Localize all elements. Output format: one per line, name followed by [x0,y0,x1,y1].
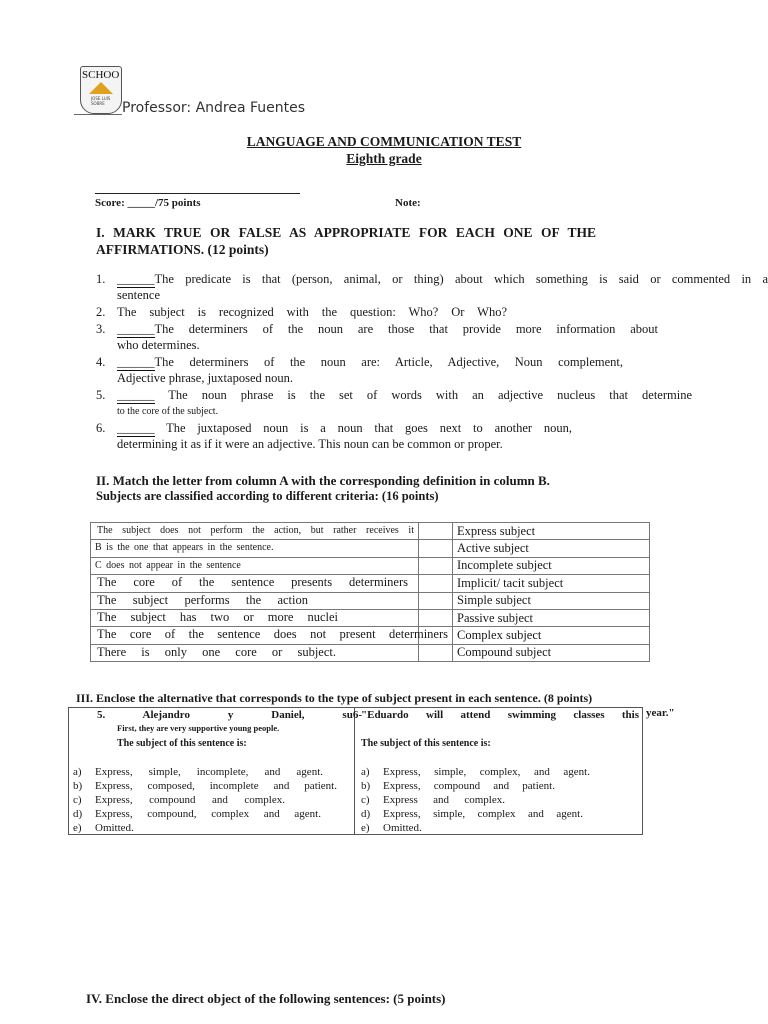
item-text: The subject is recognized with the question: Who? Or Who? [117,305,507,319]
option-item[interactable] [361,793,631,807]
answer-cell[interactable] [419,592,453,609]
option-letter: d) [73,808,83,820]
option-item[interactable] [73,779,343,793]
option-item[interactable] [361,821,631,835]
item-text-cont: Adjective phrase, juxtaposed noun. [117,371,293,385]
question-1-options [73,765,343,835]
section-2-subheading: Subjects are classified according to different criteria: (16 points) [96,489,439,503]
answer-cell[interactable] [419,523,453,540]
table-row [91,575,650,592]
item-text-cont: determining it as if it were an adjective. This noun can be common or proper. [117,437,503,451]
column-a-cell: There is only one core or subject. [97,644,336,659]
section-1-heading: I. MARK TRUE OR FALSE AS APPROPRIATE FOR EACH ONE OF THE AFFIRMATIONS. (12 points) [96,225,596,257]
column-b-cell: Incomplete subject [453,557,650,574]
section-2-heading: II. Match the letter from column A with the corresponding definition in column B. [96,473,550,488]
option-text: Express, compound, complex and agent. [95,808,321,820]
item-number: 1. [96,272,106,286]
name-line [95,193,300,194]
answer-cell[interactable] [419,557,453,574]
answer-cell[interactable] [419,609,453,626]
option-item[interactable] [361,779,631,793]
table-row [91,644,650,661]
list-item [96,322,768,353]
column-b-cell: Complex subject [453,627,650,644]
table-row [69,708,643,835]
true-false-list [96,272,768,454]
professor-name: Professor: Andrea Fuentes [122,100,306,116]
question-2-options [361,765,631,835]
option-text: Omitted. [95,822,134,834]
test-subtitle: Eighth grade [346,151,422,166]
column-a-cell: C does not appear in the sentence [95,559,241,571]
item-number: 4. [96,355,106,369]
note-field: Note: [395,197,421,209]
column-b-cell: Passive subject [453,609,650,626]
logo-small-text: JOSE LUIS SOBRE [91,96,111,106]
answer-blank[interactable]: ______ [117,322,155,336]
question-1-cell [69,708,362,835]
option-letter: c) [361,794,370,806]
question-1-sentence-cont: First, they are very supportive young people. [117,723,280,733]
column-a-cell: The core of the sentence presents determiners [97,575,408,590]
item-text: The determiners of the noun are those that provide more information about [154,322,658,336]
option-letter: b) [361,780,371,792]
item-text: The noun phrase is the set of words with an adjective nucleus that determine [154,388,692,402]
option-text: Express, simple, complex, and agent. [383,766,590,778]
column-a-cell: B is the one that appears in the sentence. [95,542,274,554]
answer-blank[interactable]: ______ [117,272,155,286]
answer-cell[interactable] [419,644,453,661]
logo-triangle-icon [89,82,113,94]
table-row [91,557,650,574]
section-4-heading: IV. Enclose the direct object of the following sentences: (5 points) [86,991,446,1006]
option-item[interactable] [73,793,343,807]
column-b-cell: Active subject [453,540,650,557]
item-text-cont: to the core of the subject. [117,406,219,417]
answer-blank[interactable]: ______ [117,421,155,435]
option-text: Omitted. [383,822,422,834]
option-text: Express, simple, incomplete, and agent. [95,766,323,778]
question-2-cell [355,708,643,835]
item-number: 5. [96,388,106,402]
option-item[interactable] [361,807,631,821]
option-text: Express, simple, complex and agent. [383,808,583,820]
option-text: Express, compound and complex. [95,794,285,806]
logo-text: SCHOO [82,69,120,81]
option-text: Express, composed, incomplete and patient. [95,780,337,792]
table-row [91,523,650,540]
subject-label: The subject of this sentence is: [117,738,247,749]
item-text: The determiners of the noun are: Article, Adjective, Noun complement, [154,355,623,369]
table-row [91,592,650,609]
option-letter: b) [73,780,83,792]
option-letter: a) [361,766,370,778]
question-1-sentence: 5. Alejandro y Daniel, su6- [97,709,362,721]
question-2-sentence-end: year." [646,707,675,719]
table-row [91,627,650,644]
alternatives-table [68,707,643,835]
option-letter: c) [73,794,82,806]
item-number: 2. [96,305,106,319]
score-field: Score: _____/75 points [95,197,201,209]
list-item [96,388,768,419]
option-item[interactable] [73,807,343,821]
option-text: Express, compound and patient. [383,780,555,792]
item-text: The predicate is that (person, animal, or thing) about which something is said or commented in a [154,272,768,286]
subject-label: The subject of this sentence is: [361,738,491,749]
logo-underline [74,114,122,115]
table-row [91,540,650,557]
option-letter: e) [73,822,82,834]
item-number: 6. [96,421,106,435]
column-b-cell: Simple subject [453,592,650,609]
item-text-cont: who determines. [117,338,200,352]
option-letter: a) [73,766,82,778]
item-text: The juxtaposed noun is a noun that goes next to another noun, [154,421,572,435]
answer-cell[interactable] [419,575,453,592]
matching-table [90,522,650,662]
answer-blank[interactable]: ______ [117,388,155,402]
test-title: LANGUAGE AND COMMUNICATION TEST [246,134,522,149]
item-number: 3. [96,322,106,336]
list-item [96,272,768,303]
column-a-cell: The subject has two or more nuclei [97,609,338,624]
column-b-cell: Compound subject [453,644,650,661]
list-item [96,305,768,320]
column-b-cell: Express subject [453,523,650,540]
item-text-cont: sentence [117,288,161,302]
option-letter: d) [361,808,371,820]
column-b-cell: Implicit/ tacit subject [453,575,650,592]
option-text: Express and complex. [383,794,505,806]
column-a-cell: The core of the sentence does not present determiners [97,627,448,642]
column-a-cell: The subject performs the action [97,592,308,607]
list-item [96,355,768,386]
option-item[interactable] [73,821,343,835]
list-item [96,421,768,452]
school-logo [80,66,122,114]
option-item[interactable] [361,765,631,779]
option-letter: e) [361,822,370,834]
answer-blank[interactable]: ______ [117,355,155,369]
question-2-sentence: "Eduardo will attend swimming classes this [361,709,639,721]
section-3-heading: III. Enclose the alternative that corresponds to the type of subject present in each sentence. (8 points) [76,691,593,705]
answer-cell[interactable] [419,540,453,557]
table-row [91,609,650,626]
column-a-cell: The subject does not perform the action, but rather receives it [97,525,414,536]
option-item[interactable] [73,765,343,779]
